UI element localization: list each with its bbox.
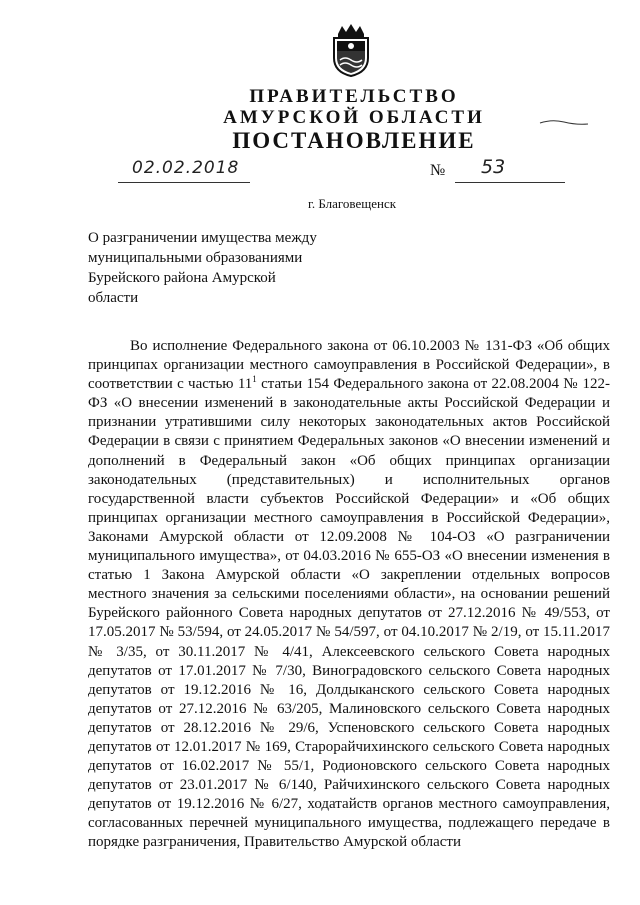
subject-line: муниципальными образованиями bbox=[88, 250, 303, 266]
coat-of-arms-icon bbox=[328, 24, 374, 78]
body-text-part2: статьи 154 Федерального закона от 22.08.2004 № 122-ФЗ «О внесении изменений в законодательные акты Российской Федерации и признании утратившими силу некоторых законодательных актов Российской Федерации в связи с принятием Федеральных законов «О внесении изменений и дополнений в Федеральный закон «Об общих принципах организации законодательных (представительных) и исполнительных органов государственной власти субъектов Российской Федерации» и «Об общих принципах организации местного самоуправления в Российской Федерации», Законами Амурской области от 12.09.2008 № 104-ОЗ «О разграничении муниципального имущества», от 04.03.2016 № 655-ОЗ «О внесении изменения в статью 1 Закона Амурской области «О закреплении отдельных вопросов местного значения за сельскими поселениями области», на основании решений Бурейского районного Совета народных депутатов от 27.12.2016 № 49/553, от 17.05.2017 № 53/594, от 24.05.2017 № 54/597, от 04.10.2017 № 2/19, от 15.11.2017 № 3/35, от 30.11.2017 № 4/41, Алексеевского сельского Совета народных депутатов от 17.01.2017 № 7/30, Виноградовского сельского Совета народных депутатов от 19.12.2016 № 16, Долдыканского сельского Совета народных депутатов от 27.12.2016 № 63/205, Малиновского сельского Совета народных депутатов от 28.12.2016 № 29/6, Успеновского сельского Совета народных депутатов от 12.01.2017 № 169, Старорайчихинского сельского Совета народных депутатов от 16.02.2017 № 55/1, Родионовского сельского Совета народных депутатов от 23.01.2017 № 6/140, Райчихинского сельского Совета народных депутатов от 19.12.2016 № 6/27, ходатайств органов местного самоуправления, согласованных перечней муниципального имущества, подлежащего передаче в порядке разграничения, Правительство Амурской области bbox=[88, 376, 610, 851]
number-value: 53 bbox=[481, 156, 506, 178]
body-text-part1: Во исполнение Федерального закона от 06.10.2003 № 131-ФЗ «Об общих принципах организации местного самоуправления в Российской Федерации», в соответствии с частью 11 bbox=[88, 338, 610, 393]
number-sign: № bbox=[430, 162, 446, 179]
number-field bbox=[455, 158, 565, 183]
city-label: г. Благовещенск bbox=[307, 196, 397, 211]
document-type-title: ПОСТАНОВЛЕНИЕ bbox=[232, 128, 476, 153]
subject-block bbox=[88, 228, 348, 308]
date-field bbox=[118, 158, 250, 183]
subject-line: области bbox=[88, 290, 139, 306]
subject-line: О разграничении имущества между bbox=[88, 230, 317, 246]
date-value: 02.02.2018 bbox=[132, 158, 240, 178]
org-name-line2: АМУРСКОЙ ОБЛАСТИ bbox=[223, 107, 485, 128]
subject-line: Бурейского района Амурской bbox=[88, 270, 276, 286]
body-paragraph bbox=[88, 337, 610, 853]
org-name-line1: ПРАВИТЕЛЬСТВО bbox=[249, 86, 459, 107]
superscript: 1 bbox=[252, 374, 257, 385]
